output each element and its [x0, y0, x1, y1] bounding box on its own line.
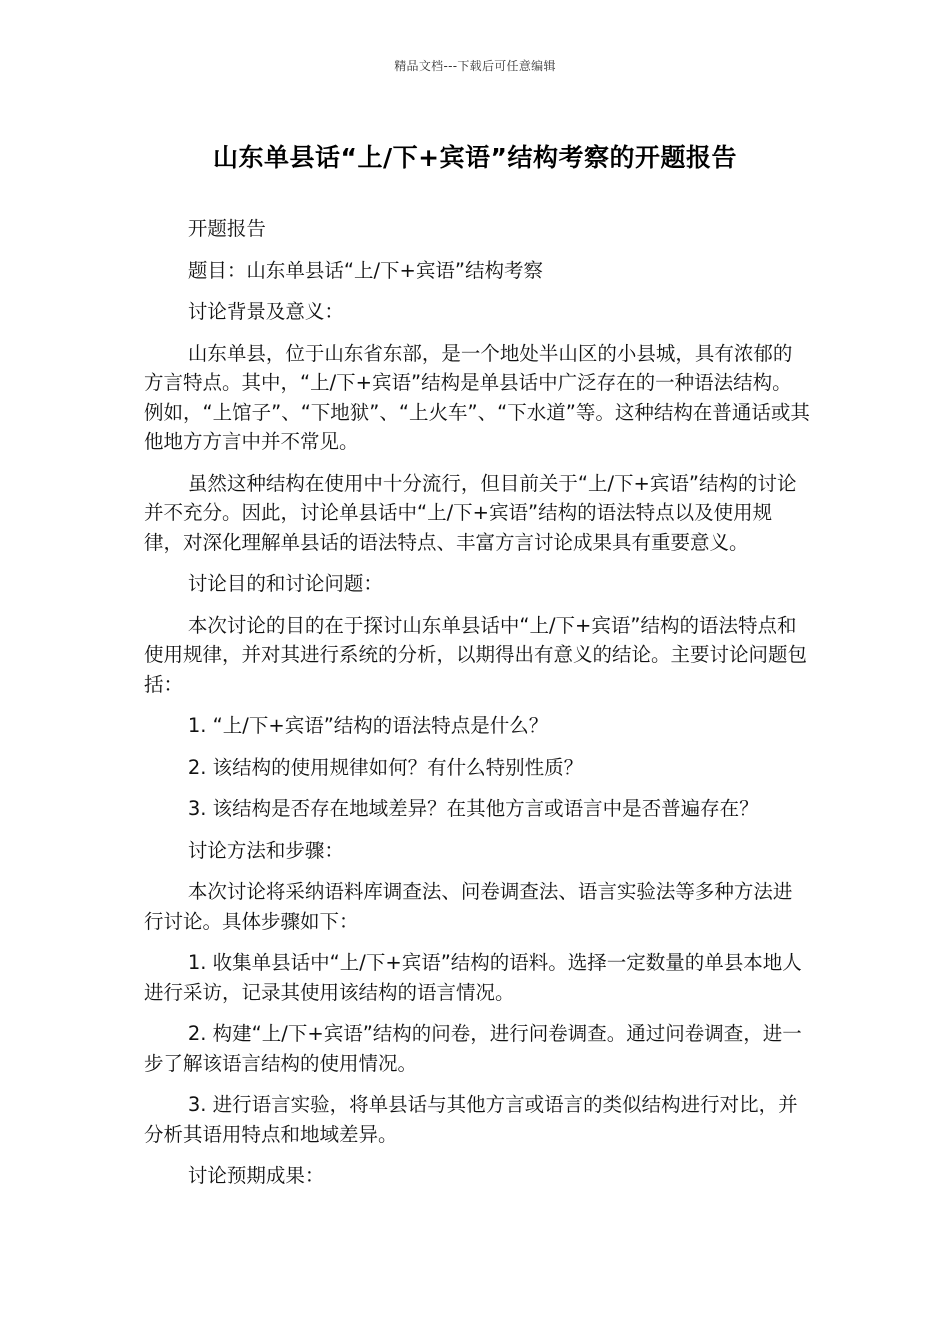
paragraph-report-heading: 开题报告: [187, 217, 266, 240]
document-body: [144, 214, 810, 1203]
section-heading-purpose: 讨论目的和讨论问题：: [187, 572, 383, 595]
section-heading-methods: 讨论方法和步骤：: [187, 838, 344, 862]
paragraph-purpose: 本次讨论的目的在于探讨山东单县话中“上/下+宾语”结构的语法特点和使用规律，并对其进行系统的分析，以期得出有意义的结论。主要讨论问题包括：: [144, 613, 808, 696]
list-item-question-3: 3. 该结构是否存在地域差异？在其他方言或语言中是否普遍存在？: [187, 797, 759, 820]
paragraph-methods: 本次讨论将采纳语料库调查法、问卷调查法、语言实验法等多种方法进行讨论。具体步骤如下：: [144, 880, 793, 933]
paragraph-topic: 题目：山东单县话“上/下+宾语”结构考察: [187, 258, 543, 282]
paragraph-background-2: 虽然这种结构在使用中十分流行，但目前关于“上/下+宾语”结构的讨论并不充分。因此，讨论单县话中“上/下+宾语”结构的语法特点以及使用规律，对深化理解单县话的语法特点、丰富方言讨论成果具有重要意义。: [144, 471, 797, 554]
section-heading-expected-results: 讨论预期成果：: [187, 1164, 325, 1187]
list-item-step-1: 1. 收集单县话中“上/下+宾语”结构的语料。选择一定数量的单县本地人进行采访，记录其使用该结构的语言情况。: [144, 951, 802, 1004]
document-title: 山东单县话“上/下+宾语”结构考察的开题报告: [213, 143, 737, 172]
list-item-step-3: 3. 进行语言实验，将单县话与其他方言或语言的类似结构进行对比，并分析其语用特点和地域差异。: [144, 1093, 798, 1146]
paragraph-background-1: 山东单县，位于山东省东部，是一个地处半山区的小县城，具有浓郁的方言特点。其中，“上/下+宾语”结构是单县话中广泛存在的一种语法结构。例如，“上馆子”、“下地狱”、“上火车”、“下水道”等。这种结构在普通话或其他地方方言中并不常见。: [144, 341, 810, 453]
list-item-question-1: 1. “上/下+宾语”结构的语法特点是什么？: [187, 714, 549, 737]
list-item-question-2: 2. 该结构的使用规律如何？有什么特别性质？: [187, 755, 584, 779]
page-header: 精品文档---下载后可任意编辑: [394, 59, 556, 73]
list-item-step-2: 2. 构建“上/下+宾语”结构的问卷，进行问卷调查。通过问卷调查，进一步了解该语言结构的使用情况。: [144, 1022, 802, 1075]
section-heading-background: 讨论背景及意义：: [187, 300, 344, 323]
